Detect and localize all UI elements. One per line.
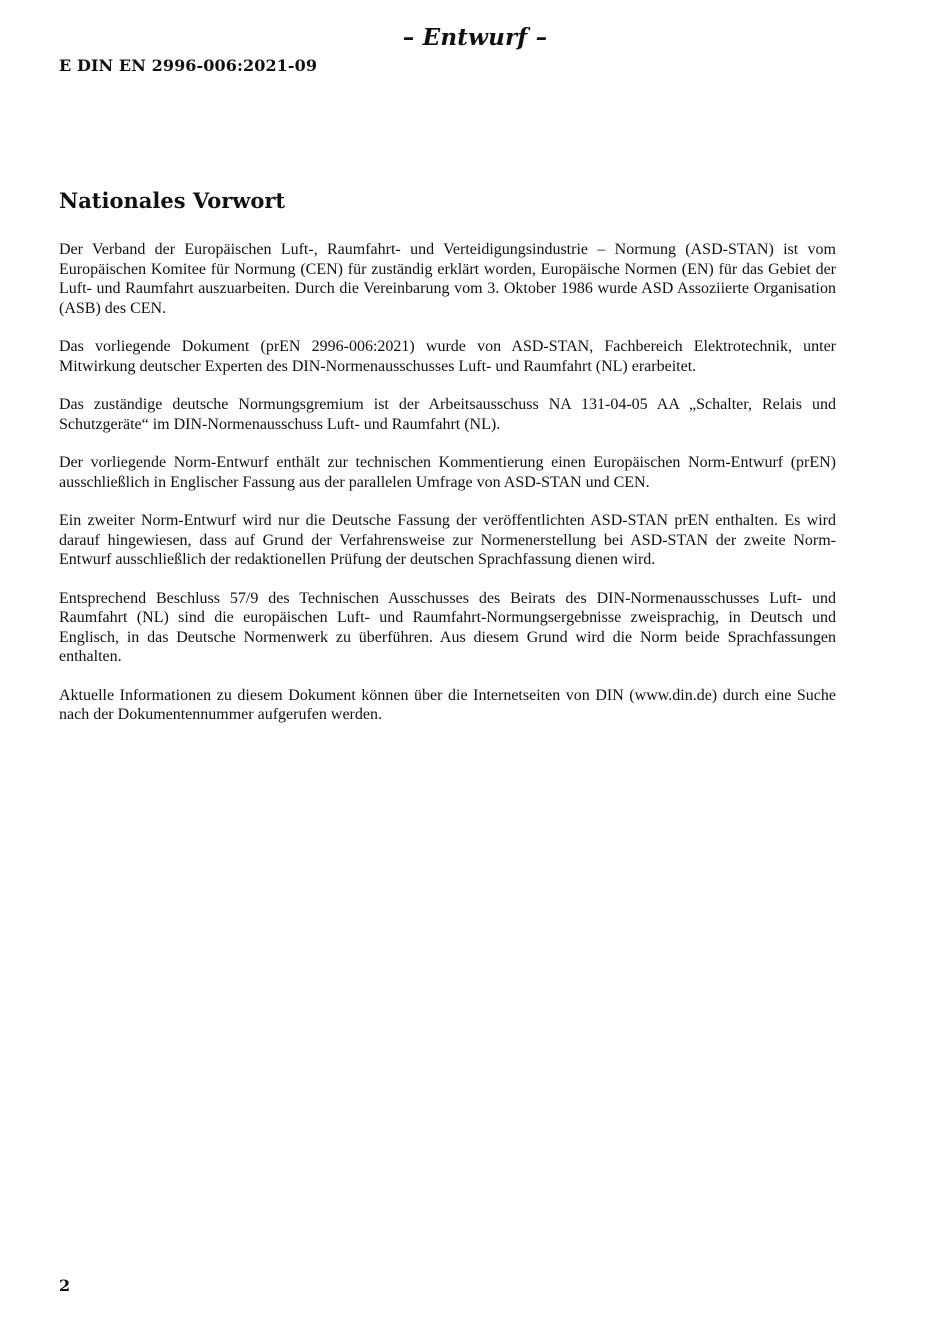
paragraph: Entsprechend Beschluss 57/9 des Technischen Ausschusses des Beirats des DIN-Normenausschusses Luft- und Raumfahrt (NL) sind die europäischen Luft- und Raumfahrt-Normungsergebnisse zweisprachig, in Deutsch und Englisch, in das Deutsche Normenwerk zu überführen. Aus diesem Grund wird die Norm beide Sprachfassungen enthalten. (59, 589, 836, 665)
paragraph: Aktuelle Informationen zu diesem Dokument können über die Internetseiten von DIN (www.din.de) durch eine Suche nach der Dokumentennummer aufgerufen werden. (59, 686, 836, 723)
paragraph: Ein zweiter Norm-Entwurf wird nur die Deutsche Fassung der veröffentlichten ASD-STAN prEN enthalten. Es wird darauf hingewiesen, dass auf Grund der Verfahrensweise zur Normenerstellung bei ASD-STAN der zweite Norm-Entwurf ausschließlich der redaktionellen Prüfung der deutschen Sprachfassung dienen wird. (59, 512, 836, 568)
page-number: 2 (59, 1276, 71, 1295)
foreword-body (59, 240, 836, 744)
document-id: E DIN EN 2996-006:2021-09 (59, 56, 318, 75)
paragraph: Der vorliegende Norm-Entwurf enthält zur technischen Kommentierung einen Europäischen Norm-Entwurf (prEN) ausschließlich in Englischer Fassung aus der parallelen Umfrage von ASD-STAN und CEN. (59, 454, 836, 491)
draft-watermark-heading: – Entwurf – (402, 24, 548, 51)
paragraph: Das vorliegende Dokument (prEN 2996-006:2021) wurde von ASD-STAN, Fachbereich Elektrotechnik, unter Mitwirkung deutscher Experten des DIN-Normenausschusses Luft- und Raumfahrt (NL) erarbeitet. (59, 338, 836, 375)
section-title: Nationales Vorwort (59, 188, 286, 213)
paragraph: Das zuständige deutsche Normungsgremium ist der Arbeitsausschuss NA 131-04-05 AA „Schalter, Relais und Schutzgeräte“ im DIN-Normenausschuss Luft- und Raumfahrt (NL). (59, 396, 836, 433)
paragraph: Der Verband der Europäischen Luft-, Raumfahrt- und Verteidigungsindustrie – Normung (ASD-STAN) ist vom Europäischen Komitee für Normung (CEN) für zuständig erklärt worden, Europäische Normen (EN) für das Gebiet der Luft- und Raumfahrt auszuarbeiten. Durch die Vereinbarung vom 3. Oktober 1986 wurde ASD Assoziierte Organisation (ASB) des CEN. (59, 241, 836, 317)
